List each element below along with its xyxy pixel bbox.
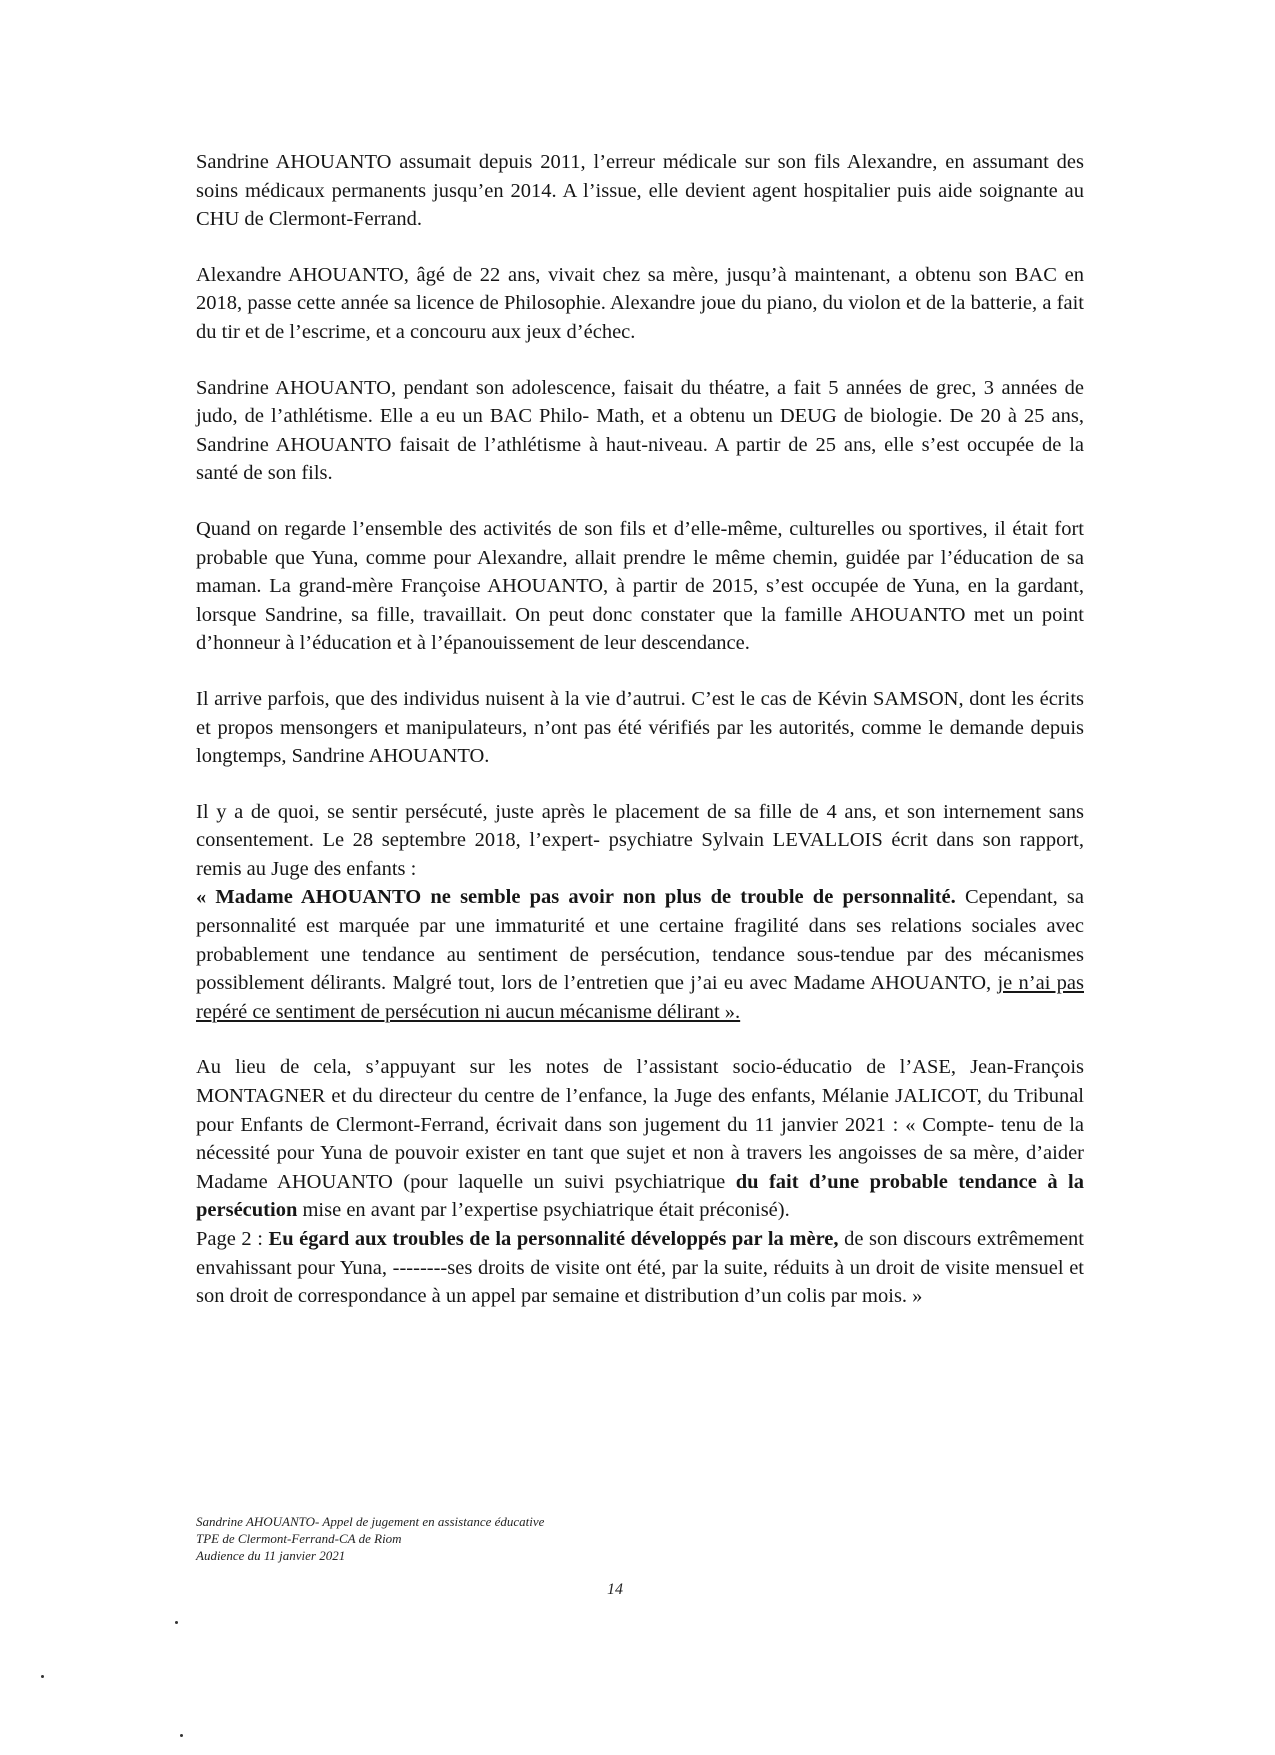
paragraph-7-intro: Au lieu de cela, s’appuyant sur les notes de l’assistant socio-éducatio de l’ASE, Jean-François MONTAGNER et du directeur du centre de l’enfance, la Juge des enfants, Mélanie JALICOT, du Tribunal pour Enfants de Clermont-Ferrand, écrivait dans son jugement du 11 janvier 2021 : « Compte- tenu de la nécessité pour Yuna de pouvoir exister en tant que sujet et non à travers les angoisses de sa mère, d’aider Madame AHOUANTO (pour laquelle un suivi psychiatrique bbox=[196, 1056, 1084, 1193]
expert-quote-bold: « Madame AHOUANTO ne semble pas avoir non plus de trouble de personnalité. bbox=[196, 886, 956, 909]
judgment-bold-phrase: du fait d’une probable tendance à la persécution bbox=[196, 1170, 1085, 1222]
expert-quote-underlined: je n’ai pas repéré ce sentiment de persécution ni aucun mécanisme délirant ». bbox=[196, 972, 1084, 1023]
footer-line-1: Sandrine AHOUANTO- Appel de jugement en assistance éducative bbox=[196, 1514, 545, 1529]
paragraph-2: Alexandre AHOUANTO, âgé de 22 ans, vivait chez sa mère, jusqu’à maintenant, a obtenu son BAC en 2018, passe cette année sa licence de Philosophie. Alexandre joue du piano, du violon et de la batterie, a fait du tir et de l’escrime, et a concouru aux jeux d’échec. bbox=[196, 263, 1084, 343]
scan-speck bbox=[175, 1621, 178, 1624]
document-footer bbox=[196, 1513, 544, 1564]
footer-line-3: Audience du 11 janvier 2021 bbox=[196, 1548, 346, 1563]
paragraph-6-intro: Il y a de quoi, se sentir persécuté, juste après le placement de sa fille de 4 ans, et son internement sans consentement. Le 28 septembre 2018, l’expert- psychiatre Sylvain LEVALLOIS écrit dans son rapport, remis au Juge des enfants : bbox=[196, 800, 1084, 880]
paragraph-8-text: de son discours extrêmement envahissant pour Yuna, --------ses droits de visite ont été, par la suite, réduits à un droit de visite mensuel et son droit de correspondance à un appel par semaine et distribution d’un colis par mois. » bbox=[196, 1228, 1084, 1308]
scan-speck bbox=[41, 1675, 44, 1678]
personality-bold-phrase: Eu égard aux troubles de la personnalité développés par la mère, bbox=[268, 1228, 839, 1250]
paragraph-7 bbox=[196, 1053, 1084, 1225]
page-2-label: Page 2 : bbox=[196, 1228, 263, 1250]
paragraph-8 bbox=[196, 1225, 1084, 1311]
paragraph-1: Sandrine AHOUANTO assumait depuis 2011, l’erreur médicale sur son fils Alexandre, en assumant des soins médicaux permanents jusqu’en 2014. A l’issue, elle devient agent hospitalier puis aide soignante au CHU de Clermont-Ferrand. bbox=[196, 151, 1084, 231]
paragraph-5: Il arrive parfois, que des individus nuisent à la vie d’autrui. C’est le cas de Kévin SAMSON, dont les écrits et propos mensongers et manipulateurs, n’ont pas été vérifiés par les autorités, comme le demande depuis longtemps, Sandrine AHOUANTO. bbox=[196, 687, 1084, 768]
paragraph-3: Sandrine AHOUANTO, pendant son adolescence, faisait du théatre, a fait 5 années de grec, 3 années de judo, de l’athlétisme. Elle a eu un BAC Philo- Math, et a obtenu un DEUG de biologie. De 20 à 25 ans, Sandrine AHOUANTO faisait de l’athlétisme à haut-niveau. A partir de 25 ans, elle s’est occupée de la santé de son fils. bbox=[196, 376, 1084, 485]
expert-quote-text: Cependant, sa personnalité est marquée par une immaturité et une certaine fragilité dans ses relations sociales avec probablement une tendance au sentiment de persécution, tendance sous-tendue par des mécanismes possiblement délirants. Malgré tout, lors de l’entretien que j’ai eu avec Madame AHOUANTO, bbox=[196, 886, 1085, 995]
document-body bbox=[196, 148, 1084, 1311]
paragraph-6 bbox=[196, 798, 1084, 1027]
paragraph-7-end: mise en avant par l’expertise psychiatrique était préconisé). bbox=[302, 1199, 790, 1222]
page-number: 14 bbox=[607, 1581, 623, 1598]
scan-speck bbox=[180, 1734, 183, 1737]
footer-line-2: TPE de Clermont-Ferrand-CA de Riom bbox=[196, 1531, 402, 1546]
paragraph-4: Quand on regarde l’ensemble des activités de son fils et d’elle-même, culturelles ou sportives, il était fort probable que Yuna, comme pour Alexandre, allait prendre le même chemin, guidée par l’éducation de sa maman. La grand-mère Françoise AHOUANTO, à partir de 2015, s’est occupée de Yuna, en la gardant, lorsque Sandrine, sa fille, travaillait. On peut donc constater que la famille AHOUANTO met un point d’honneur à l’éducation et à l’épanouissement de leur descendance. bbox=[196, 517, 1084, 655]
